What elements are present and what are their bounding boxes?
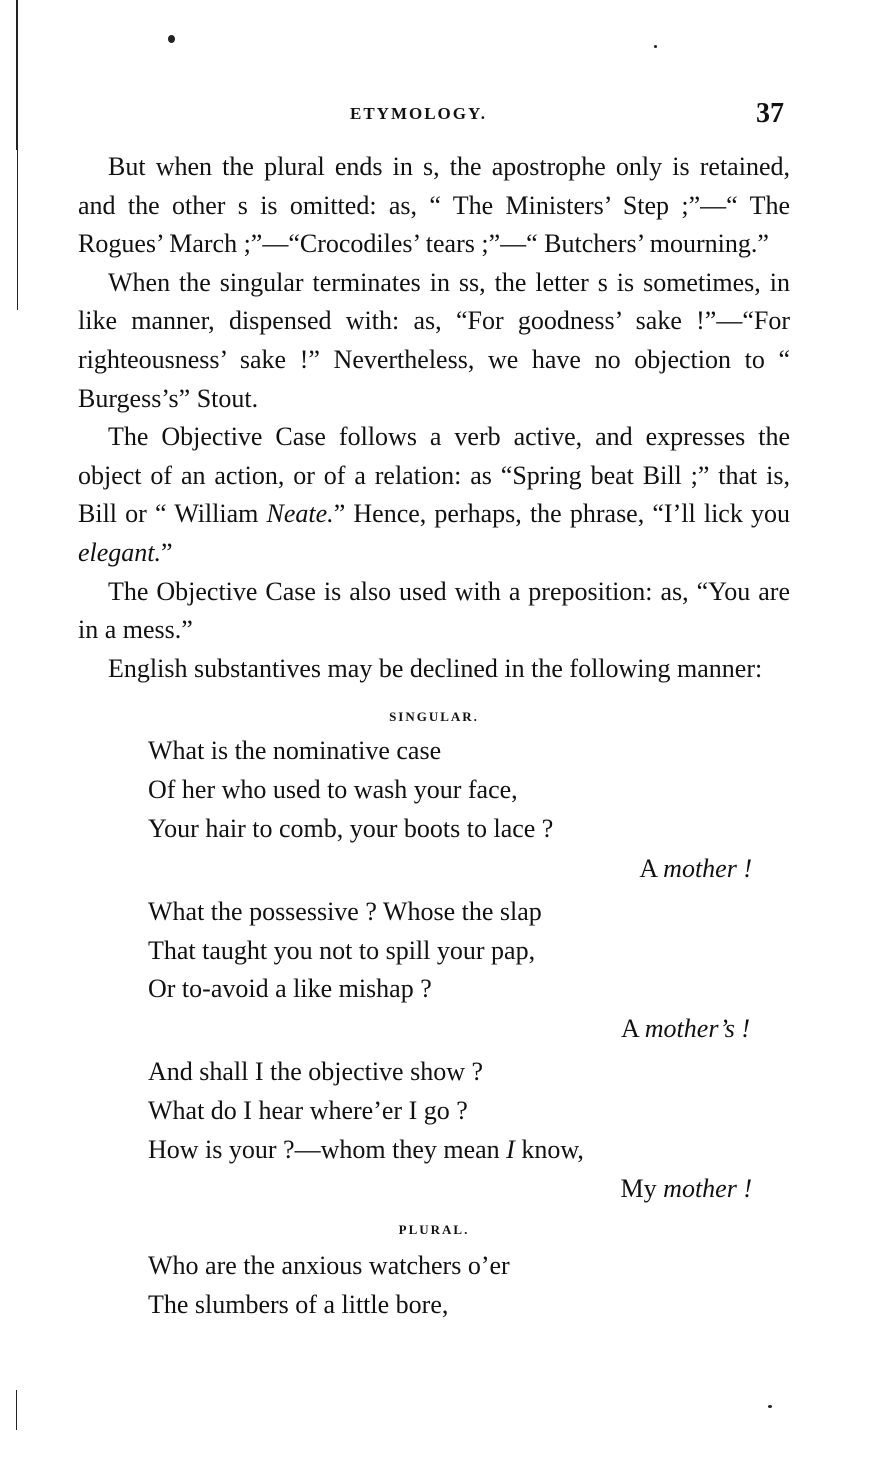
verse bbox=[148, 732, 790, 1209]
verse-answer bbox=[148, 1009, 790, 1049]
verse-line: What do I hear where’er I go ? bbox=[148, 1095, 468, 1125]
italic-text: I bbox=[506, 1134, 515, 1164]
verse-line bbox=[148, 1131, 790, 1170]
verse-line: Your hair to comb, your boots to lace ? bbox=[148, 813, 554, 843]
paragraph: English substantives may be declined in the following manner: bbox=[108, 653, 763, 683]
paragraph-text: ” Hence, perhaps, the phrase, “I’ll lick you bbox=[333, 499, 790, 529]
answer-prefix: A bbox=[620, 1014, 645, 1044]
paragraph: The Objective Case is also used with a preposition: as, “You are in a mess.” bbox=[78, 576, 790, 645]
verse-answer bbox=[148, 1169, 790, 1209]
answer-italic: mother ! bbox=[663, 1174, 752, 1204]
page-number: 37 bbox=[756, 98, 784, 129]
page-body bbox=[78, 148, 790, 1329]
verse-line: Or to-avoid a like mishap ? bbox=[148, 974, 432, 1004]
scan-margin-line bbox=[16, 0, 18, 150]
answer-prefix: A bbox=[639, 853, 664, 883]
paragraph: But when the plural ends in s, the apostrophe only is retained, and the other s is omitted: as, “ The Ministers’ Step ;”—“ The Rogues’ March ;”—“Crocodiles’ tears ;”—“ Butchers’ mourning.” bbox=[78, 152, 790, 259]
stanza bbox=[148, 1053, 790, 1209]
verse-line: Of her who used to wash your face, bbox=[148, 775, 518, 805]
verse-line: Who are the anxious watchers o’er bbox=[148, 1251, 510, 1281]
verse-line: What the possessive ? Whose the slap bbox=[148, 896, 542, 926]
scan-margin-line bbox=[16, 1390, 17, 1430]
stanza bbox=[148, 1247, 790, 1325]
stanza bbox=[148, 732, 790, 888]
plural-heading: PLURAL. bbox=[398, 1222, 470, 1238]
running-title: ETYMOLOGY. bbox=[350, 104, 487, 123]
answer-prefix: My bbox=[620, 1174, 664, 1204]
verse-line: What is the nominative case bbox=[148, 736, 442, 766]
paragraph-text: ” bbox=[161, 537, 173, 567]
scan-margin-line bbox=[17, 150, 18, 310]
verse-text: know, bbox=[514, 1134, 584, 1164]
scan-speck bbox=[654, 45, 657, 48]
italic-text: elegant. bbox=[78, 537, 162, 567]
answer-italic: mother ! bbox=[663, 853, 752, 883]
verse-line: That taught you not to spill your pap, bbox=[148, 935, 536, 965]
paragraph-text: The Objective Case follows a verb active, and expresses the object of an action, or of a relation: as “Spring beat Bill ;” that is, Bill or “ William bbox=[78, 422, 790, 529]
verse-answer bbox=[148, 849, 790, 889]
italic-text: Neate. bbox=[266, 499, 334, 529]
paragraph bbox=[78, 418, 790, 572]
verse-text: How is your ?—whom they mean bbox=[148, 1134, 507, 1164]
paragraph: When the singular terminates in ss, the letter s is sometimes, in like manner, dispensed with: as, “For goodness’ sake !”—“For righteousness’ sake !” Nevertheless, we have no objection to “ Burgess’s” Stout. bbox=[78, 267, 790, 413]
scan-speck bbox=[168, 35, 175, 43]
verse bbox=[148, 1247, 790, 1325]
scan-speck bbox=[768, 1405, 772, 1408]
running-header bbox=[80, 98, 790, 132]
singular-heading: SINGULAR. bbox=[389, 709, 479, 725]
stanza bbox=[148, 893, 790, 1049]
verse-line: The slumbers of a little bore, bbox=[148, 1290, 449, 1320]
answer-italic: mother’s ! bbox=[644, 1014, 750, 1044]
verse-line: And shall I the objective show ? bbox=[148, 1057, 484, 1087]
